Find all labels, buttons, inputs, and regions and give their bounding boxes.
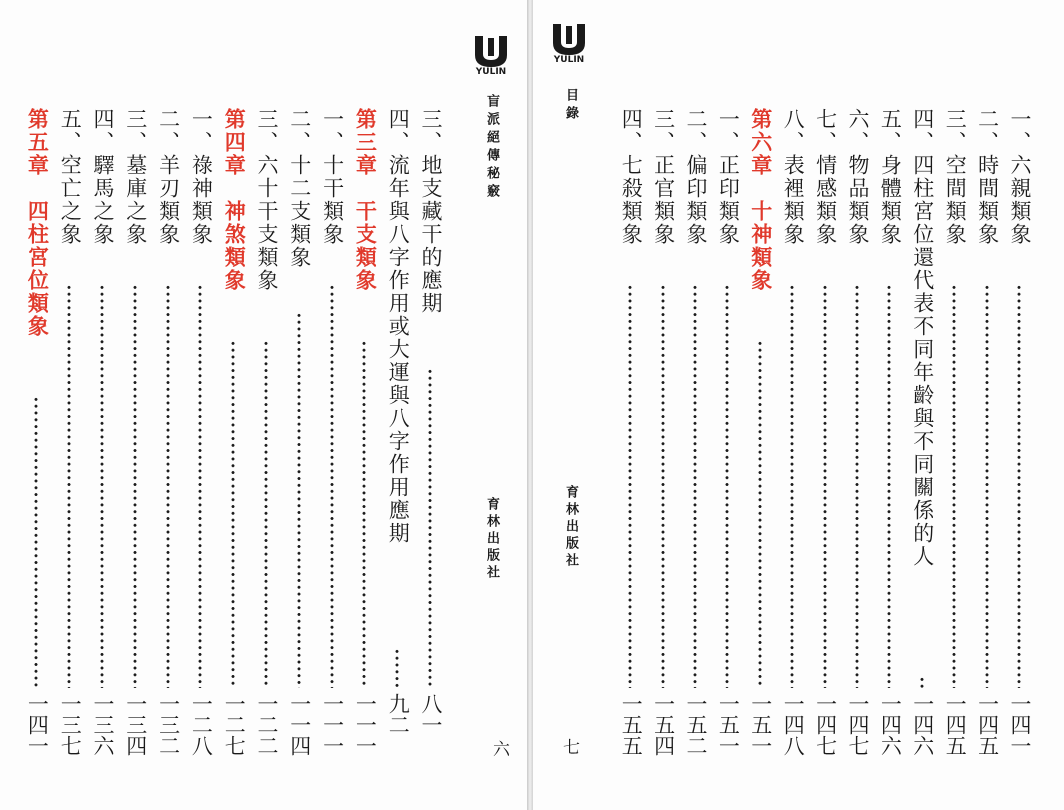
toc-entry-title: 五、空亡之象: [58, 108, 83, 246]
toc-leader-dots: [887, 284, 891, 688]
book-title: 盲派絕傳秘竅: [484, 94, 499, 202]
toc-entry-title: 七、情感類象: [813, 108, 838, 246]
toc-page-number: 一四六: [878, 693, 903, 756]
toc-header: 目錄: [563, 88, 578, 124]
toc-page-number: 一三二: [156, 693, 181, 756]
publisher-name: 育林出版社: [484, 497, 499, 582]
toc-leader-dots: [166, 284, 170, 688]
toc-entry: [940, 0, 970, 810]
toc-leader-dots: [920, 676, 924, 688]
toc-entry: [875, 0, 905, 810]
toc-entry-title: 三、地支藏干的應期: [419, 108, 443, 315]
toc-leader-dots: [297, 312, 301, 688]
toc-entry: [843, 0, 873, 810]
toc-leader-dots: [985, 284, 989, 688]
toc-leader-dots: [790, 284, 794, 688]
toc-page-number: 八一: [419, 693, 443, 735]
toc-chapter-heading: [350, 0, 380, 810]
left-page: [0, 0, 527, 810]
toc-leader-dots: [693, 284, 697, 688]
publisher-name: 育林出版社: [563, 485, 578, 570]
toc-leader-dots: [661, 284, 665, 688]
toc-entry: [713, 0, 743, 810]
toc-entry-title: 四、四柱宮位還代表不同年齡與不同關係的人: [910, 108, 935, 568]
toc-entry-title: 三、正官類象: [651, 108, 676, 246]
yulin-logo: [549, 22, 589, 66]
right-page: [533, 0, 1064, 810]
toc-chapter-heading: [746, 0, 776, 810]
toc-entry: [681, 0, 711, 810]
toc-entry: [121, 0, 151, 810]
toc-leader-dots: [330, 284, 334, 688]
toc-leader-dots: [67, 284, 71, 688]
toc-page-number: 一二八: [189, 693, 214, 756]
toc-entry: [285, 0, 315, 810]
toc-entry: [973, 0, 1003, 810]
toc-page-number: 一四六: [910, 693, 935, 756]
toc-entry: [811, 0, 841, 810]
toc-page-number: 一四五: [943, 693, 968, 756]
toc-leader-dots: [100, 284, 104, 688]
toc-entry: [1005, 0, 1035, 810]
toc-leader-dots: [362, 340, 366, 688]
toc-entry: [55, 0, 85, 810]
toc-entry: [88, 0, 118, 810]
toc-page-number: 一四七: [846, 693, 870, 756]
toc-leader-dots: [725, 284, 729, 688]
toc-entry-title: 六、物品類象: [846, 108, 870, 246]
toc-page-number: 一五一: [748, 693, 773, 756]
toc-leader-dots: [628, 284, 632, 688]
toc-entry: [416, 0, 446, 810]
toc-page-number: 一五五: [619, 693, 644, 756]
toc-entry-title: 八、表裡類象: [781, 108, 806, 246]
toc-page-number: 九二: [386, 693, 411, 735]
toc-page-number: 一四七: [813, 693, 838, 756]
toc-page-number: 一二二: [255, 693, 279, 756]
toc-entry-title: 三、空間類象: [943, 108, 968, 246]
logo-text: YULIN: [475, 67, 507, 77]
toc-entry-title: 一、十干類象: [320, 108, 345, 246]
toc-leader-dots: [428, 368, 432, 688]
toc-entry-title: 第四章 神煞類象: [222, 108, 248, 292]
toc-page-number: 一四一: [1008, 693, 1032, 756]
logo-text: YULIN: [553, 55, 585, 65]
toc-page-number: 一四五: [975, 693, 1000, 756]
toc-page-number: 一三四: [123, 693, 148, 756]
toc-page-number: 一三七: [58, 693, 83, 756]
toc-entry: [252, 0, 282, 810]
toc-entry-title: 一、正印類象: [716, 108, 741, 246]
toc-entry-title: 四、驛馬之象: [91, 108, 115, 246]
toc-leader-dots: [231, 340, 235, 688]
toc-entry: [649, 0, 679, 810]
toc-page-number: 一一四: [287, 693, 312, 756]
toc-entry-title: 四、七殺類象: [619, 108, 644, 246]
toc-leader-dots: [952, 284, 956, 688]
toc-page-number: 一一一: [353, 693, 378, 756]
toc-page-number: 一五二: [684, 693, 708, 756]
page-number: 七: [559, 738, 579, 755]
toc-page-number: 一五四: [651, 693, 676, 756]
toc-entry-title: 第六章 十神類象: [748, 108, 774, 292]
toc-entry-title: 二、十二支類象: [287, 108, 312, 269]
yulin-logo-icon: [549, 22, 589, 56]
toc-entry: [318, 0, 348, 810]
toc-page-number: 一四一: [25, 693, 50, 756]
toc-entry-title: 一、六親類象: [1008, 108, 1032, 246]
yulin-logo-icon: [471, 34, 511, 68]
toc-entry-title: 二、時間類象: [975, 108, 1000, 246]
toc-entry-title: 第五章 四柱宮位類象: [25, 108, 51, 338]
yulin-logo: [471, 34, 511, 78]
toc-page-number: 一一一: [320, 693, 345, 756]
toc-entry-title: 四、流年與八字作用或大運與八字作用應期: [386, 108, 411, 545]
toc-page-number: 一三六: [91, 693, 115, 756]
toc-leader-dots: [34, 396, 38, 688]
toc-page-number: 一五一: [716, 693, 741, 756]
toc-leader-dots: [395, 648, 399, 688]
toc-leader-dots: [823, 284, 827, 688]
toc-leader-dots: [264, 340, 268, 688]
toc-entry: [186, 0, 216, 810]
toc-entry: [616, 0, 646, 810]
toc-chapter-heading: [22, 0, 52, 810]
toc-leader-dots: [758, 340, 762, 688]
toc-entry: [383, 0, 413, 810]
toc-entry-title: 二、羊刃類象: [156, 108, 181, 246]
toc-chapter-heading: [219, 0, 249, 810]
toc-leader-dots: [1017, 284, 1021, 688]
toc-entry-title: 三、六十干支類象: [255, 108, 279, 292]
toc-entry-title: 第三章 干支類象: [353, 108, 379, 292]
toc-leader-dots: [133, 284, 137, 688]
toc-entry-title: 三、墓庫之象: [123, 108, 148, 246]
toc-leader-dots: [855, 284, 859, 688]
toc-entry: [778, 0, 808, 810]
toc-entry-title: 五、身體類象: [878, 108, 903, 246]
toc-entry-title: 二、偏印類象: [684, 108, 708, 246]
toc-entry-title: 一、祿神類象: [189, 108, 214, 246]
toc-entry: [154, 0, 184, 810]
page-number: 六: [489, 740, 509, 757]
toc-entry: [908, 0, 938, 810]
toc-page-number: 一四八: [781, 693, 806, 756]
toc-leader-dots: [198, 284, 202, 688]
toc-page-number: 一二七: [222, 693, 247, 756]
